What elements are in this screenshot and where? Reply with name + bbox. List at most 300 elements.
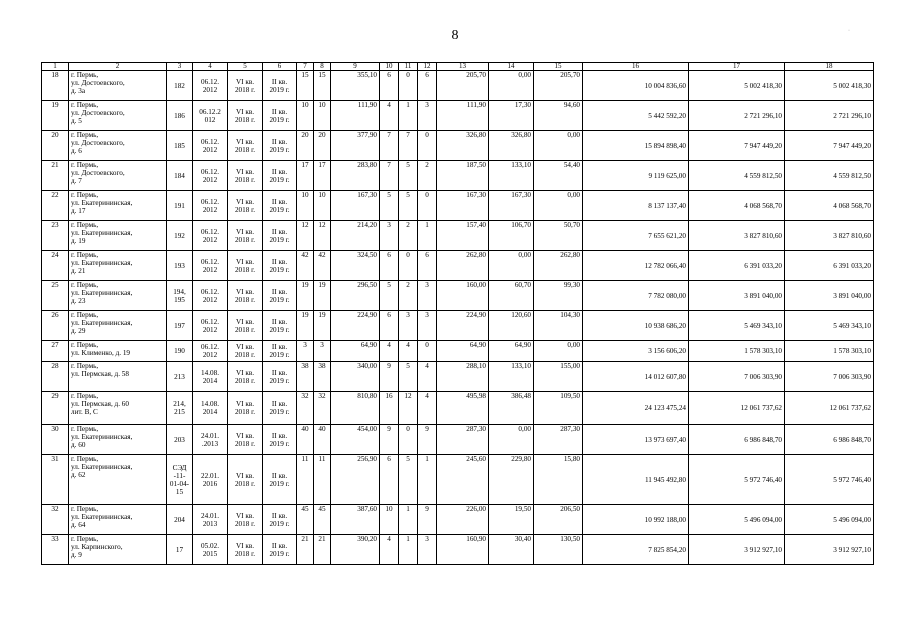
table-cell: 214,20 bbox=[331, 221, 380, 251]
table-cell: 6 bbox=[380, 455, 399, 505]
cell-line: г. Пермь, bbox=[71, 425, 99, 433]
table-cell bbox=[228, 161, 263, 191]
cell-line: г. Пермь, bbox=[71, 362, 99, 370]
table-cell: 19 bbox=[314, 281, 331, 311]
table-cell: 109,50 bbox=[534, 392, 583, 425]
cell-line: ул. Екатерининская, bbox=[71, 229, 133, 237]
cell-line: 2019 г. bbox=[269, 145, 290, 154]
cell-line: 2012 bbox=[202, 205, 218, 214]
table-cell bbox=[193, 392, 228, 425]
column-number: 10 bbox=[380, 63, 399, 71]
table-cell: 4 bbox=[380, 535, 399, 565]
cell-line: 06.12. bbox=[201, 257, 219, 266]
table-cell: 3 912 927,10 bbox=[785, 535, 874, 565]
table-cell: 1 bbox=[399, 101, 418, 131]
cell-line: д. 6 bbox=[71, 147, 82, 155]
cell-line: 06.12. bbox=[201, 167, 219, 176]
cell-line: 2018 г. bbox=[234, 439, 256, 448]
table-cell: 15 bbox=[314, 71, 331, 101]
table-cell: 17,30 bbox=[489, 101, 534, 131]
cell-line: г. Пермь, bbox=[71, 71, 99, 79]
table-cell: 13 973 697,40 bbox=[583, 425, 689, 455]
column-number: 4 bbox=[193, 63, 228, 71]
table-cell bbox=[228, 455, 263, 505]
table-cell bbox=[69, 191, 167, 221]
cell-line: ул. Екатерининская, bbox=[71, 433, 133, 441]
cell-line: 2018 г. bbox=[234, 115, 256, 124]
cell-line: 2019 г. bbox=[269, 408, 290, 416]
column-number: 11 bbox=[399, 63, 418, 71]
table-cell: 64,90 bbox=[331, 341, 380, 362]
table-cell: 3 827 810,60 bbox=[689, 221, 785, 251]
table-cell: 40 bbox=[314, 425, 331, 455]
column-number: 1 bbox=[42, 63, 69, 71]
cell-line: II кв. bbox=[271, 77, 288, 86]
cell-line: 2012 bbox=[202, 145, 218, 154]
table-cell: 0,00 bbox=[534, 341, 583, 362]
cell-line: II кв. bbox=[271, 400, 288, 408]
table-cell: 4 bbox=[399, 341, 418, 362]
cell-line: 06.12. bbox=[201, 287, 219, 296]
table-row bbox=[42, 341, 874, 362]
table-cell bbox=[69, 362, 167, 392]
cell-line: д. 23 bbox=[71, 297, 86, 305]
table-cell: 29 bbox=[42, 392, 69, 425]
table-cell: 4 bbox=[418, 362, 437, 392]
cell-line: II кв. bbox=[271, 137, 288, 146]
cell-line: II кв. bbox=[271, 317, 288, 326]
table-cell: 1 578 303,10 bbox=[689, 341, 785, 362]
cell-line: VI кв. bbox=[235, 368, 255, 377]
table-cell: 6 391 033,20 bbox=[785, 251, 874, 281]
table-cell: 296,50 bbox=[331, 281, 380, 311]
table-cell: 21 bbox=[297, 535, 314, 565]
table-cell: 18 bbox=[42, 71, 69, 101]
column-number: 8 bbox=[314, 63, 331, 71]
table-cell: 2 bbox=[399, 281, 418, 311]
table-cell bbox=[193, 362, 228, 392]
table-row bbox=[42, 221, 874, 251]
table-cell bbox=[228, 505, 263, 535]
table-cell: 12 061 737,62 bbox=[785, 392, 874, 425]
table-cell: 11 bbox=[314, 455, 331, 505]
table-cell: 10 bbox=[314, 191, 331, 221]
column-number: 7 bbox=[297, 63, 314, 71]
cell-line: 06.12. bbox=[201, 77, 219, 86]
table-cell: 2 bbox=[399, 221, 418, 251]
cell-line: II кв. bbox=[271, 431, 288, 440]
table-cell bbox=[263, 191, 297, 221]
table-cell: 9 bbox=[418, 425, 437, 455]
table-cell: 4 068 568,70 bbox=[785, 191, 874, 221]
table-cell: 2 721 296,10 bbox=[689, 101, 785, 131]
cell-line: VI кв. bbox=[235, 197, 255, 206]
cell-line: д. 21 bbox=[71, 267, 86, 275]
table-cell: 6 bbox=[380, 71, 399, 101]
cell-line: 2018 г. bbox=[234, 205, 256, 214]
table-cell: 30,40 bbox=[489, 535, 534, 565]
column-number: 13 bbox=[437, 63, 489, 71]
table-cell bbox=[228, 392, 263, 425]
table-cell: 5 002 418,30 bbox=[689, 71, 785, 101]
cell-line: 2012 bbox=[202, 235, 218, 244]
cell-line: 2012 bbox=[202, 175, 218, 184]
table-cell bbox=[193, 221, 228, 251]
table-cell: 5 bbox=[399, 362, 418, 392]
table-cell bbox=[193, 101, 228, 131]
table-cell: 287,30 bbox=[534, 425, 583, 455]
table-cell: 3 bbox=[418, 311, 437, 341]
cell-line: II кв. bbox=[271, 471, 288, 480]
table-cell: 4 559 812,50 bbox=[785, 161, 874, 191]
table-row bbox=[42, 535, 874, 565]
table-cell: 8 137 137,40 bbox=[583, 191, 689, 221]
table-cell: 5 496 094,00 bbox=[785, 505, 874, 535]
table-cell: 25 bbox=[42, 281, 69, 311]
table-cell: 5 972 746,40 bbox=[785, 455, 874, 505]
table-cell bbox=[263, 392, 297, 425]
table-cell: 0 bbox=[418, 341, 437, 362]
cell-line: 2012 bbox=[202, 265, 218, 274]
table-cell bbox=[69, 311, 167, 341]
table-cell: 19 bbox=[42, 101, 69, 131]
table-cell: 192 bbox=[167, 221, 193, 251]
cell-line: II кв. bbox=[271, 167, 288, 176]
table-cell: 2 bbox=[418, 161, 437, 191]
cell-line: ул. Достоевского, bbox=[71, 139, 125, 147]
table-cell: СЭД -11-01-04-15 bbox=[167, 455, 193, 505]
table-cell: 160,90 bbox=[437, 535, 489, 565]
table-cell: 24 bbox=[42, 251, 69, 281]
cell-line: г. Пермь, bbox=[71, 101, 99, 109]
table-cell: 32 bbox=[42, 505, 69, 535]
table-cell: 5 469 343,10 bbox=[689, 311, 785, 341]
column-number: 5 bbox=[228, 63, 263, 71]
cell-line: 2018 г. bbox=[234, 408, 256, 416]
table-cell: 262,80 bbox=[534, 251, 583, 281]
table-cell bbox=[193, 425, 228, 455]
table-cell: 0,00 bbox=[534, 131, 583, 161]
table-cell: 5 496 094,00 bbox=[689, 505, 785, 535]
table-cell bbox=[263, 311, 297, 341]
cell-line: 14.08. bbox=[201, 368, 219, 377]
cell-line: ул. Екатерининская, bbox=[71, 259, 133, 267]
table-cell bbox=[228, 425, 263, 455]
table-cell: 3 bbox=[297, 341, 314, 362]
table-cell: 9 bbox=[380, 425, 399, 455]
table-cell: 1 578 303,10 bbox=[785, 341, 874, 362]
table-cell: 12 bbox=[399, 392, 418, 425]
table-cell: 0 bbox=[399, 71, 418, 101]
cell-line: 2019 г. bbox=[269, 205, 290, 214]
table-cell bbox=[228, 281, 263, 311]
table-cell: 7 825 854,20 bbox=[583, 535, 689, 565]
table-cell: 157,40 bbox=[437, 221, 489, 251]
column-number: 9 bbox=[331, 63, 380, 71]
table-cell: 0 bbox=[418, 191, 437, 221]
table-cell bbox=[263, 131, 297, 161]
table-cell: 15 bbox=[297, 71, 314, 101]
table-cell: 7 947 449,20 bbox=[785, 131, 874, 161]
cell-line: VI кв. bbox=[235, 287, 255, 296]
cell-line: д. 29 bbox=[71, 327, 86, 335]
table-cell: 5 bbox=[380, 191, 399, 221]
table-cell bbox=[228, 535, 263, 565]
table-row bbox=[42, 392, 874, 425]
cell-line: II кв. bbox=[271, 287, 288, 296]
table-cell: 0 bbox=[418, 131, 437, 161]
table-cell: 45 bbox=[297, 505, 314, 535]
table-cell: 185 bbox=[167, 131, 193, 161]
table-cell: 7 bbox=[399, 131, 418, 161]
table-cell bbox=[69, 101, 167, 131]
cell-line: VI кв. bbox=[235, 343, 255, 351]
table-cell: 377,90 bbox=[331, 131, 380, 161]
cell-line: г. Пермь, bbox=[71, 251, 99, 259]
cell-line: 2018 г. bbox=[234, 265, 256, 274]
table-cell: 283,80 bbox=[331, 161, 380, 191]
table-cell bbox=[228, 311, 263, 341]
table-cell: 1 bbox=[399, 505, 418, 535]
table-cell: 387,60 bbox=[331, 505, 380, 535]
table-cell bbox=[263, 505, 297, 535]
table-cell: 15 894 898,40 bbox=[583, 131, 689, 161]
table-cell: 60,70 bbox=[489, 281, 534, 311]
cell-line: 2018 г. bbox=[234, 549, 256, 558]
table-cell: 10 bbox=[314, 101, 331, 131]
table-cell: 50,70 bbox=[534, 221, 583, 251]
table-cell: 24 123 475,24 bbox=[583, 392, 689, 425]
table-cell: 64,90 bbox=[489, 341, 534, 362]
table-cell: 111,90 bbox=[331, 101, 380, 131]
table-cell bbox=[193, 131, 228, 161]
cell-line: г. Пермь, bbox=[71, 131, 99, 139]
cell-line: г. Пермь, bbox=[71, 281, 99, 289]
table-cell bbox=[228, 101, 263, 131]
table-cell bbox=[69, 131, 167, 161]
cell-line: 012 bbox=[204, 115, 216, 124]
cell-line: ул. Пермская, д. 58 bbox=[71, 370, 129, 378]
column-number: 6 bbox=[263, 63, 297, 71]
table-cell: 6 986 848,70 bbox=[689, 425, 785, 455]
cell-line: II кв. bbox=[271, 511, 288, 520]
table-row bbox=[42, 362, 874, 392]
table-cell: 340,00 bbox=[331, 362, 380, 392]
table-cell: 3 891 040,00 bbox=[689, 281, 785, 311]
table-cell: 15,80 bbox=[534, 455, 583, 505]
cell-line: II кв. bbox=[271, 107, 288, 116]
table-cell: 94,60 bbox=[534, 101, 583, 131]
table-cell: 214, 215 bbox=[167, 392, 193, 425]
cell-line: г. Пермь, bbox=[71, 311, 99, 319]
table-cell: 28 bbox=[42, 362, 69, 392]
table-cell: 111,90 bbox=[437, 101, 489, 131]
table-cell: 7 006 303,90 bbox=[689, 362, 785, 392]
cell-line: 2014 bbox=[202, 376, 218, 385]
table-cell: 3 bbox=[314, 341, 331, 362]
table-cell: 11 945 492,80 bbox=[583, 455, 689, 505]
table-cell: 4 bbox=[380, 101, 399, 131]
table-cell bbox=[193, 455, 228, 505]
table-cell: 810,80 bbox=[331, 392, 380, 425]
table-cell: 194, 195 bbox=[167, 281, 193, 311]
cell-line: 2018 г. bbox=[234, 235, 256, 244]
table-cell bbox=[69, 251, 167, 281]
table-cell: 213 bbox=[167, 362, 193, 392]
table-cell: 7 655 621,20 bbox=[583, 221, 689, 251]
table-cell: 10 938 686,20 bbox=[583, 311, 689, 341]
cell-line: д. 17 bbox=[71, 207, 86, 215]
cell-line: ул. Клименко, д. 19 bbox=[71, 349, 131, 357]
table-cell bbox=[228, 71, 263, 101]
table-cell: 6 391 033,20 bbox=[689, 251, 785, 281]
table-cell: 19 bbox=[314, 311, 331, 341]
cell-line: г. Пермь, bbox=[71, 455, 99, 463]
cell-line: VI кв. bbox=[235, 541, 255, 550]
table-cell: 262,80 bbox=[437, 251, 489, 281]
cell-line: д. 19 bbox=[71, 237, 86, 245]
cell-line: 2019 г. bbox=[269, 115, 290, 124]
cell-line: 2018 г. bbox=[234, 145, 256, 154]
table-row bbox=[42, 505, 874, 535]
table-cell: 133,10 bbox=[489, 362, 534, 392]
table-cell bbox=[263, 425, 297, 455]
table-row bbox=[42, 281, 874, 311]
cell-line: ул. Екатерининская, bbox=[71, 289, 133, 297]
cell-line: 2019 г. bbox=[269, 295, 290, 304]
table-cell bbox=[69, 455, 167, 505]
cell-line: 2012 bbox=[202, 325, 218, 334]
table-cell: 2 721 296,10 bbox=[785, 101, 874, 131]
table-cell: 130,50 bbox=[534, 535, 583, 565]
cell-line: 2015 bbox=[202, 549, 218, 558]
table-cell: 326,80 bbox=[437, 131, 489, 161]
table-cell: 3 bbox=[399, 311, 418, 341]
table-cell bbox=[193, 281, 228, 311]
table-cell: 27 bbox=[42, 341, 69, 362]
cell-line: 2013 bbox=[202, 519, 218, 528]
cell-line: II кв. bbox=[271, 541, 288, 550]
table-cell: 22 bbox=[42, 191, 69, 221]
table-cell bbox=[263, 71, 297, 101]
cell-line: 2018 г. bbox=[234, 479, 256, 488]
table-cell: 5 442 592,20 bbox=[583, 101, 689, 131]
table-row bbox=[42, 455, 874, 505]
cell-line: 2016 bbox=[202, 479, 218, 488]
table-cell: 155,00 bbox=[534, 362, 583, 392]
table-cell: 23 bbox=[42, 221, 69, 251]
table-cell: 1 bbox=[418, 221, 437, 251]
table-row bbox=[42, 425, 874, 455]
table-cell: 6 bbox=[380, 311, 399, 341]
table-cell: 5 bbox=[399, 161, 418, 191]
table-row bbox=[42, 161, 874, 191]
table-cell: 0 bbox=[399, 425, 418, 455]
table-cell: 6 bbox=[418, 71, 437, 101]
table-cell bbox=[193, 191, 228, 221]
table-cell: 0,00 bbox=[534, 191, 583, 221]
cell-line: ул. Карпинского, bbox=[71, 543, 123, 551]
column-number: 12 bbox=[418, 63, 437, 71]
cell-line: VI кв. bbox=[235, 400, 255, 408]
table-cell: 19,50 bbox=[489, 505, 534, 535]
cell-line: 06.12. bbox=[201, 317, 219, 326]
column-number: 14 bbox=[489, 63, 534, 71]
table-cell bbox=[263, 455, 297, 505]
table-cell: 19 bbox=[297, 281, 314, 311]
cell-line: 2019 г. bbox=[269, 85, 290, 94]
table-cell bbox=[263, 535, 297, 565]
table-cell: 17 bbox=[167, 535, 193, 565]
cell-line: VI кв. bbox=[235, 431, 255, 440]
table-cell: 104,30 bbox=[534, 311, 583, 341]
cell-line: VI кв. bbox=[235, 471, 255, 480]
column-number: 15 bbox=[534, 63, 583, 71]
table-cell: 5 469 343,10 bbox=[785, 311, 874, 341]
cell-line: 2018 г. bbox=[234, 85, 256, 94]
cell-line: VI кв. bbox=[235, 257, 255, 266]
table-cell bbox=[228, 221, 263, 251]
cell-line: 24.01. bbox=[201, 511, 219, 520]
table-cell: 42 bbox=[297, 251, 314, 281]
table-row bbox=[42, 101, 874, 131]
table-cell: 106,70 bbox=[489, 221, 534, 251]
table-cell: 17 bbox=[297, 161, 314, 191]
table-cell: 5 002 418,30 bbox=[785, 71, 874, 101]
table-cell: 0 bbox=[399, 251, 418, 281]
table-cell bbox=[228, 251, 263, 281]
cell-line: г. Пермь, bbox=[71, 161, 99, 169]
cell-line: VI кв. bbox=[235, 107, 255, 116]
cell-line: 2018 г. bbox=[234, 325, 256, 334]
table-cell: 33 bbox=[42, 535, 69, 565]
cell-line: 2012 bbox=[202, 295, 218, 304]
table-cell: 4 068 568,70 bbox=[689, 191, 785, 221]
cell-line: VI кв. bbox=[235, 227, 255, 236]
table-cell: 186 bbox=[167, 101, 193, 131]
table-cell: 16 bbox=[380, 392, 399, 425]
table-cell: 21 bbox=[314, 535, 331, 565]
table-cell: 12 bbox=[297, 221, 314, 251]
table-cell bbox=[228, 341, 263, 362]
cell-line: 22.01. bbox=[201, 471, 219, 480]
table-cell bbox=[193, 535, 228, 565]
table-cell: 5 bbox=[380, 281, 399, 311]
table-cell: 495,98 bbox=[437, 392, 489, 425]
table-cell: 32 bbox=[314, 392, 331, 425]
cell-line: II кв. bbox=[271, 227, 288, 236]
cell-line: ул. Пермская, д. 60 bbox=[71, 400, 129, 408]
table-cell: 203 bbox=[167, 425, 193, 455]
table-cell: 10 bbox=[297, 101, 314, 131]
cell-line: д. 5 bbox=[71, 117, 82, 125]
table-cell bbox=[69, 71, 167, 101]
table-cell: 187,50 bbox=[437, 161, 489, 191]
table-cell: 324,50 bbox=[331, 251, 380, 281]
table-cell bbox=[263, 362, 297, 392]
table-cell: 6 986 848,70 bbox=[785, 425, 874, 455]
table-cell: 99,30 bbox=[534, 281, 583, 311]
table-cell: 197 bbox=[167, 311, 193, 341]
table-cell bbox=[69, 392, 167, 425]
table-cell: 40 bbox=[297, 425, 314, 455]
cell-line: VI кв. bbox=[235, 77, 255, 86]
table-cell: 14 012 607,80 bbox=[583, 362, 689, 392]
table-cell: 9 bbox=[418, 505, 437, 535]
table-cell: 4 bbox=[380, 341, 399, 362]
cell-line: VI кв. bbox=[235, 317, 255, 326]
table-row bbox=[42, 311, 874, 341]
